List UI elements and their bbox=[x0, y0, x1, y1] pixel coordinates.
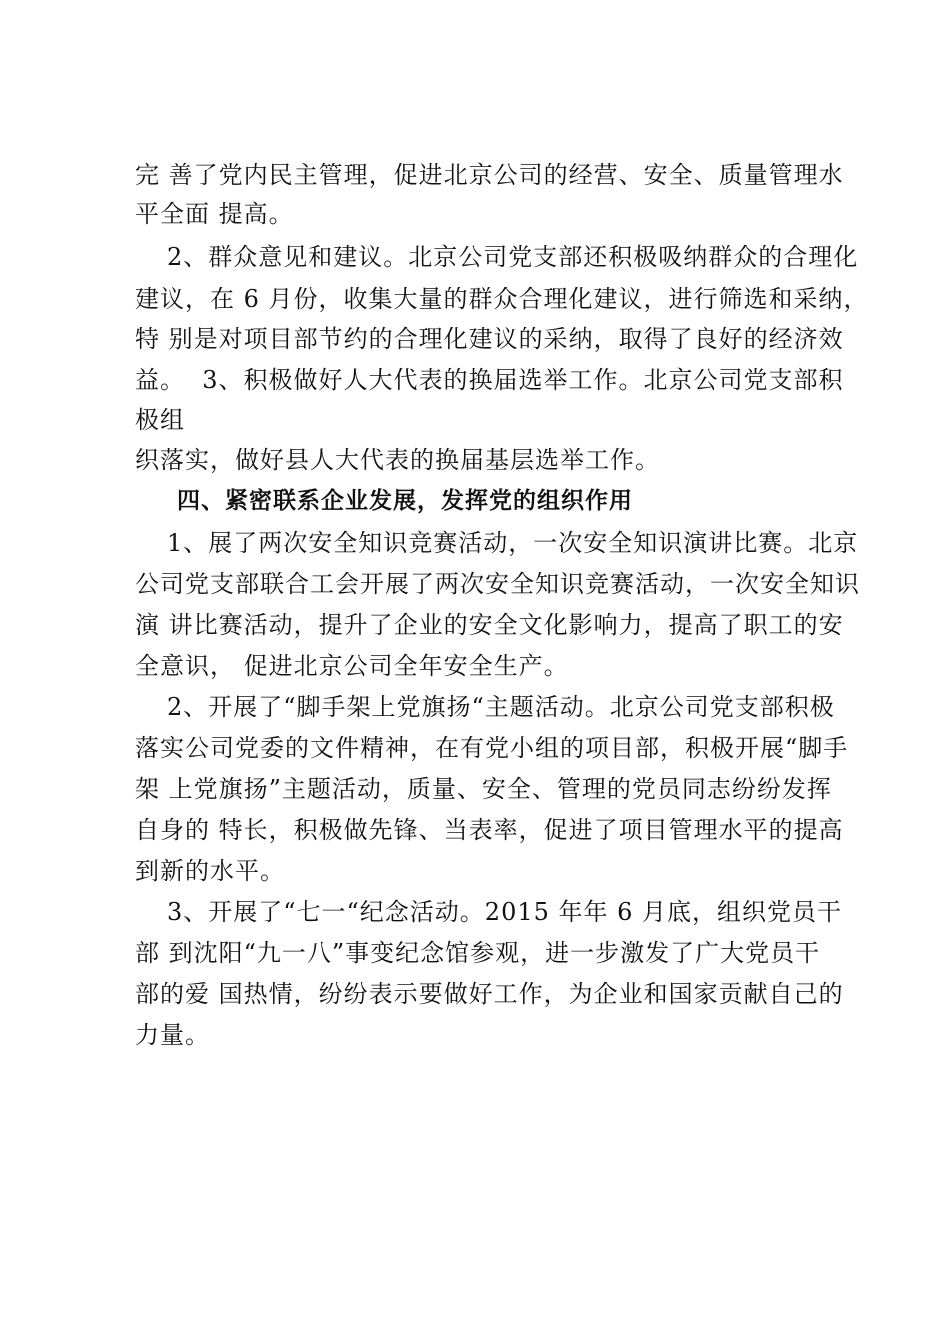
paragraph-start-line: 2、开展了“脚手架上党旗扬“主题活动。北京公司党支部积极 bbox=[167, 693, 835, 721]
text-line: 架 上党旗扬”主题活动，质量、安全、管理的党员同志纷纷发挥 bbox=[135, 775, 832, 803]
paragraph-start-line: 3、开展了“七一“纪念活动。2015 年年 6 月底，组织党员干 bbox=[167, 898, 843, 926]
text-line: 完 善了党内民主管理，促进北京公司的经营、安全、质量管理水 bbox=[135, 161, 844, 189]
text-line: 织落实，做好县人大代表的换届基层选举工作。 bbox=[135, 446, 660, 474]
paragraph-start-line: 2、群众意见和建议。北京公司党支部还积极吸纳群众的合理化 bbox=[167, 243, 859, 271]
text-line: 部 到沈阳“九一八”事变纪念馆参观，进一步激发了广大党员干 bbox=[135, 939, 821, 967]
text-line: 落实公司党委的文件精神，在有党小组的项目部，积极开展“脚手 bbox=[135, 734, 849, 762]
text-line: 平全面 提高。 bbox=[135, 200, 294, 228]
text-line: 益。 3、积极做好人大代表的换届选举工作。北京公司党支部积 bbox=[135, 366, 844, 394]
text-line: 到新的水平。 bbox=[135, 857, 285, 885]
text-line: 演 讲比赛活动，提升了企业的安全文化影响力，提高了职工的安 bbox=[135, 611, 844, 639]
section-heading: 四、紧密联系企业发展，发挥党的组织作用 bbox=[177, 488, 633, 514]
text-line: 公司党支部联合工会开展了两次安全知识竞赛活动，一次安全知识 bbox=[135, 570, 860, 598]
text-line: 部的爱 国热情，纷纷表示要做好工作，为企业和国家贡献自己的 bbox=[135, 980, 844, 1008]
text-line: 建议，在 6 月份，收集大量的群众合理化建议，进行筛选和采纳， bbox=[135, 285, 869, 313]
text-line: 特 别是对项目部节约的合理化建议的采纳，取得了良好的经济效 bbox=[135, 325, 844, 353]
text-line: 极组 bbox=[135, 406, 185, 434]
text-line: 全意识， 促进北京公司全年安全生产。 bbox=[135, 652, 569, 680]
text-line: 力量。 bbox=[135, 1021, 210, 1049]
paragraph-start-line: 1、展了两次安全知识竞赛活动，一次安全知识演讲比赛。北京 bbox=[167, 529, 859, 557]
text-line: 自身的 特长，积极做先锋、当表率，促进了项目管理水平的提高 bbox=[135, 816, 844, 844]
